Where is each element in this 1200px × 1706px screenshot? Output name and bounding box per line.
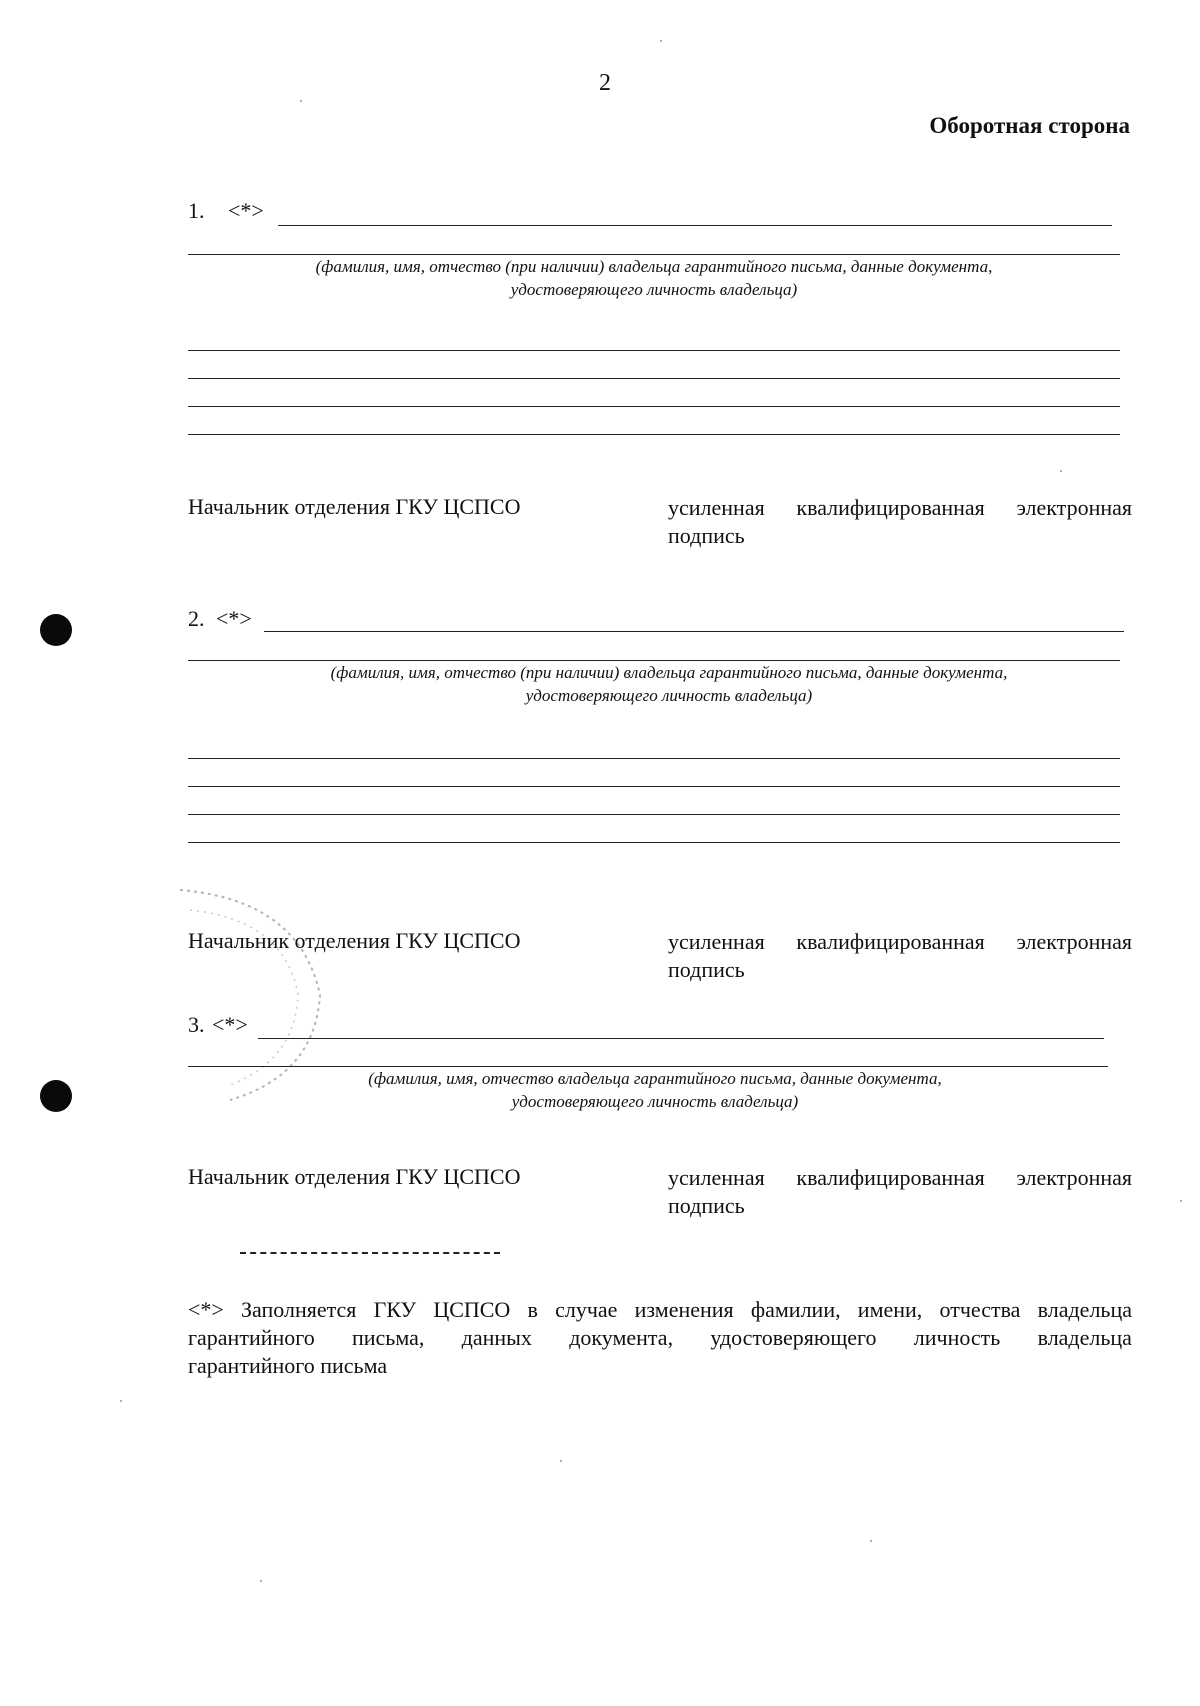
word: усиленная <box>668 929 765 954</box>
scan-speck <box>870 1540 872 1542</box>
footnote-line2 <box>188 1324 1132 1352</box>
entry-3-signature-line2: подпись <box>668 1193 745 1218</box>
word: имени, <box>857 1297 923 1322</box>
scan-speck <box>560 1460 562 1462</box>
entry-3-note-line2: удостоверяющего личность владельца) <box>511 1092 799 1111</box>
footnote-line1 <box>188 1296 1132 1324</box>
entry-1-blank-line[interactable] <box>188 406 1120 407</box>
page-side-label: Оборотная сторона <box>929 113 1130 138</box>
entry-1-blank-line[interactable] <box>188 434 1120 435</box>
entry-3-field-line[interactable] <box>258 1038 1104 1039</box>
word: электронная <box>1016 495 1132 520</box>
entry-3-note <box>260 1067 1050 1113</box>
entry-1-note-line1: (фамилия, имя, отчество (при наличии) владельца гарантийного письма, данные документа, <box>315 257 993 276</box>
word: электронная <box>1016 929 1132 954</box>
entry-1-note <box>188 255 1120 301</box>
word: отчества <box>939 1297 1021 1322</box>
entry-1-blank-line[interactable] <box>188 378 1120 379</box>
entry-2-signature-line2: подпись <box>668 957 745 982</box>
word: квалифицированная <box>796 1165 985 1190</box>
entry-1-signature-line1 <box>668 494 1132 522</box>
word: владельца <box>1037 1297 1132 1322</box>
scan-speck <box>660 40 662 42</box>
word: ГКУ <box>373 1297 417 1322</box>
page-number: 2 <box>599 70 611 96</box>
entry-1-signature <box>668 494 1132 550</box>
entry-2-note-line2: удостоверяющего личность владельца) <box>525 686 813 705</box>
word: квалифицированная <box>796 495 985 520</box>
entry-3-number: 3. <box>188 1012 205 1037</box>
entry-2-number: 2. <box>188 606 205 631</box>
scan-speck <box>1180 1200 1182 1202</box>
word: усиленная <box>668 1165 765 1190</box>
entry-3-signer: Начальник отделения ГКУ ЦСПСО <box>188 1164 521 1189</box>
word: в <box>527 1297 538 1322</box>
word: изменения <box>634 1297 734 1322</box>
entry-1-marker: <*> <box>228 198 264 223</box>
word: документа, <box>569 1325 674 1350</box>
entry-1-signature-line2: подпись <box>668 523 745 548</box>
scan-speck <box>260 1580 262 1582</box>
entry-1-note-line2: удостоверяющего личность владельца) <box>510 280 798 299</box>
entry-3-marker: <*> <box>212 1012 248 1037</box>
word: <*> <box>188 1297 224 1322</box>
entry-2-marker: <*> <box>216 606 252 631</box>
entry-3-signature-line1 <box>668 1164 1132 1192</box>
entry-1-blank-line[interactable] <box>188 350 1120 351</box>
entry-2-blank-line[interactable] <box>188 814 1120 815</box>
word: личность <box>913 1325 1001 1350</box>
word: Заполняется <box>241 1297 357 1322</box>
entry-2-field-line[interactable] <box>264 631 1124 632</box>
word: данных <box>461 1325 532 1350</box>
entry-1-number: 1. <box>188 198 205 223</box>
hole-punch-top <box>40 614 72 646</box>
word: усиленная <box>668 495 765 520</box>
word: владельца <box>1037 1325 1132 1350</box>
entry-2-blank-line[interactable] <box>188 786 1120 787</box>
hole-punch-bottom <box>40 1080 72 1112</box>
word: случае <box>555 1297 618 1322</box>
entry-2-signature-line1 <box>668 928 1132 956</box>
entry-3-signature <box>668 1164 1132 1220</box>
word: электронная <box>1016 1165 1132 1190</box>
scan-speck <box>1060 470 1062 472</box>
entry-2-note-line1: (фамилия, имя, отчество (при наличии) владельца гарантийного письма, данные документа, <box>330 663 1008 682</box>
footnote <box>188 1296 1132 1380</box>
footnote-line3: гарантийного письма <box>188 1353 388 1378</box>
entry-2-note <box>218 661 1120 707</box>
scan-speck <box>120 1400 122 1402</box>
word: удостоверяющего <box>710 1325 877 1350</box>
entry-2-blank-line[interactable] <box>188 842 1120 843</box>
word: квалифицированная <box>796 929 985 954</box>
entry-2-signature <box>668 928 1132 984</box>
entry-2-signer: Начальник отделения ГКУ ЦСПСО <box>188 928 521 953</box>
word: фамилии, <box>750 1297 841 1322</box>
entry-3-note-line1: (фамилия, имя, отчество владельца гарантийного письма, данные документа, <box>368 1069 942 1088</box>
entry-1-field-line[interactable] <box>278 225 1112 226</box>
footnote-separator <box>240 1252 500 1254</box>
scan-speck <box>300 100 302 102</box>
entry-1-signer: Начальник отделения ГКУ ЦСПСО <box>188 494 521 519</box>
word: письма, <box>352 1325 425 1350</box>
entry-2-blank-line[interactable] <box>188 758 1120 759</box>
word: ЦСПСО <box>433 1297 511 1322</box>
word: гарантийного <box>188 1325 315 1350</box>
